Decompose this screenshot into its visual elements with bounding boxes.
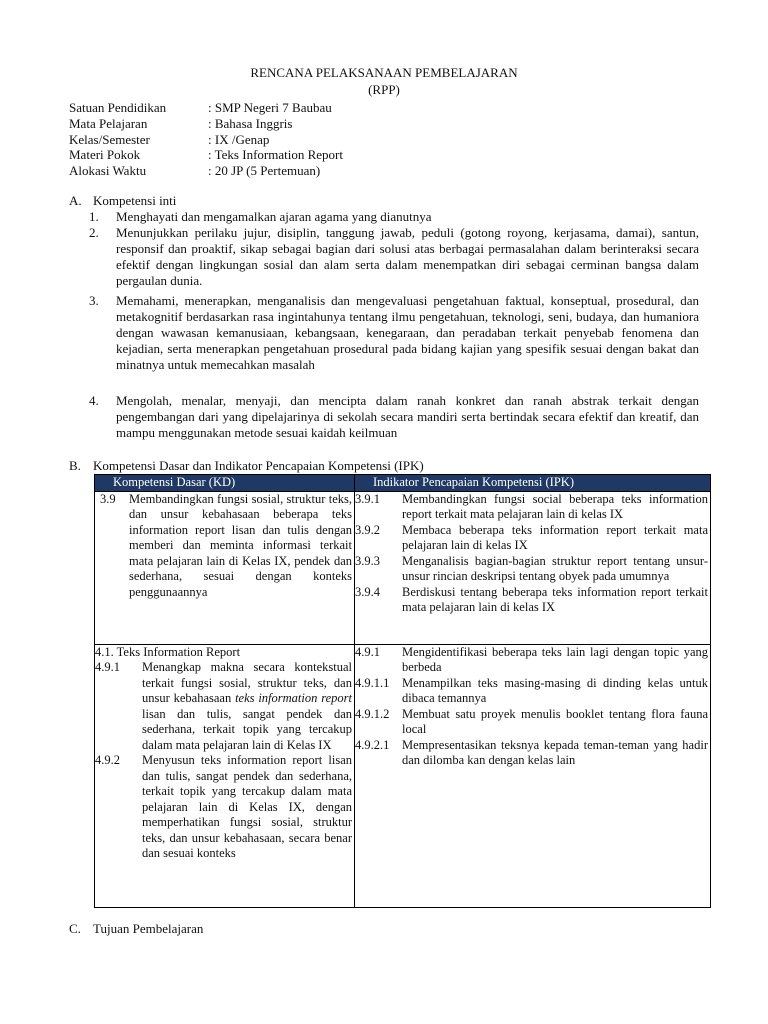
ipk-code: 3.9.1 — [355, 491, 380, 506]
document-subtitle: (RPP) — [368, 82, 400, 97]
list-item — [89, 393, 699, 441]
ipk-item — [355, 645, 708, 676]
ipk-text: Menampilkan teks masing-masing di dinding kelas untuk dibaca temannya — [402, 675, 708, 705]
ipk-item — [355, 738, 708, 769]
identity-row — [69, 163, 320, 178]
table-cell-ipk — [355, 491, 711, 644]
list-number: 4. — [89, 393, 99, 408]
list-item — [89, 293, 699, 373]
table-row — [95, 491, 711, 644]
list-number: 1. — [89, 209, 99, 224]
ipk-item — [355, 676, 708, 707]
ipk-text: Membaca beberapa teks information report terkait mata pelajaran lain di kelas IX — [402, 522, 708, 552]
section-letter: B. — [69, 458, 81, 473]
kd-item — [95, 660, 352, 753]
ipk-code: 4.9.1.2 — [355, 706, 390, 721]
kd-subheading: 4.1. Teks Information Report — [95, 644, 241, 659]
ipk-text: Membuat satu proyek menulis booklet tentang flora fauna local — [402, 706, 708, 736]
list-text: Menunjukkan perilaku jujur, disiplin, tanggung jawab, peduli (gotong royong, kerjasama, damai), santun, responsif dan proaktif, sikap sebagai bagian dari solusi atas berbagai permasalahan dalam berinteraksi secara efektif dengan lingkungan sosial dan alam serta dalam menempatkan diri sebagai cerminan bangsa dalam pergaulan dunia. — [116, 225, 699, 288]
table-row — [95, 644, 711, 907]
identity-label: Mata Pelajaran — [69, 116, 148, 131]
kd-text — [142, 660, 352, 753]
ipk-text: Mengidentifikasi beberapa teks lain lagi dengan topic yang berbeda — [402, 644, 708, 674]
list-text: Menghayati dan mengamalkan ajaran agama yang dianutnya — [116, 209, 432, 224]
ipk-item — [355, 554, 708, 585]
ipk-code: 3.9.3 — [355, 553, 380, 568]
ipk-code: 3.9.4 — [355, 584, 380, 599]
list-item — [89, 209, 699, 225]
ipk-text: Berdiskusi tentang beberapa teks information report terkait mata pelajaran lain di kelas IX — [402, 584, 708, 614]
list-item — [89, 225, 699, 289]
list-text: Mengolah, menalar, menyaji, dan mencipta dalam ranah konkret dan ranah abstrak terkait dengan pengembangan dari yang dipelajarinya di sekolah secara mandiri serta bertindak secara efektif dan kreatif, dan mampu menggunakan metode sesuai kaidah keilmuan — [116, 393, 699, 440]
section-b-heading — [69, 458, 424, 474]
kd-code: 3.9 — [100, 491, 116, 506]
kd-ipk-table — [94, 474, 711, 908]
identity-value: : 20 JP (5 Pertemuan) — [208, 163, 321, 178]
kd-item — [95, 492, 352, 601]
kd-text: Menyusun teks information report lisan dan tulis, sangat pendek dan sederhana, terkait topik yang tercakup dalam mata pelajaran lain di Kelas IX, dengan memperhatikan fungsi sosial, struktur teks, dan unsur kebahasaan, secara benar dan sesuai konteks — [142, 753, 352, 860]
identity-value: : Teks Information Report — [208, 147, 343, 162]
ipk-code: 4.9.2.1 — [355, 737, 390, 752]
kd-text-part: Menangkap makna secara kontekstual terkait fungsi sosial, struktur teks, dan unsur kebahasaan — [142, 660, 352, 705]
kd-code: 4.9.1 — [95, 660, 120, 674]
ipk-text: Membandingkan fungsi social beberapa teks information report terkait mata pelajaran lain di kelas IX — [402, 491, 708, 521]
identity-value: : SMP Negeri 7 Baubau — [208, 100, 332, 115]
kd-text-italic: teks information report — [235, 691, 352, 705]
ipk-code: 4.9.1 — [355, 644, 380, 659]
identity-row — [69, 147, 343, 162]
section-title: Kompetensi inti — [93, 193, 177, 208]
ipk-text: Menganalisis bagian-bagian struktur report tentang unsur-unsur rincian deskripsi tentang obyek pada umumnya — [402, 553, 708, 583]
identity-label: Materi Pokok — [69, 147, 141, 162]
kd-code: 4.9.2 — [95, 753, 120, 767]
kd-text: Membandingkan fungsi sosial, struktur teks, dan unsur kebahasaan beberapa teks information report lisan dan tulis dengan memberi dan meminta informasi terkait mata pelajaran lain di Kelas IX, pendek dan sederhana, sesuai dengan konteks penggunaannya — [129, 491, 352, 599]
identity-label: Alokasi Waktu — [69, 163, 147, 178]
section-title: Tujuan Pembelajaran — [93, 921, 204, 936]
list-number: 2. — [89, 225, 99, 240]
kd-text-part: lisan dan tulis, sangat pendek dan sederhana, terkait topik yang tercakup dalam mata pelajaran lain di Kelas IX — [142, 706, 352, 752]
section-letter: C. — [69, 921, 81, 936]
list-text: Memahami, menerapkan, menganalisis dan mengevaluasi pengetahuan faktual, konseptual, prosedural, dan metakognitif berdasarkan rasa ingintahunya tentang ilmu pengetahuan, teknologi, seni, budaya, dan humaniora dengan wawasan kemanusiaan, kebangsaan, kenegaraan, dan peradaban terkait penyebab fenomena dan kejadian, serta menerapkan pengetahuan prosedural pada bidang kajian yang spesifik sesuai dengan bakat dan minatnya untuk memecahkan masalah — [116, 293, 699, 372]
identity-value: : Bahasa Inggris — [208, 116, 293, 131]
table-header-kd: Kompetensi Dasar (KD) — [95, 475, 355, 492]
section-letter: A. — [69, 193, 82, 208]
identity-row — [69, 100, 332, 115]
ipk-code: 4.9.1.1 — [355, 675, 390, 690]
list-number: 3. — [89, 293, 99, 308]
ipk-text: Mempresentasikan teksnya kepada teman-teman yang hadir dan dilomba kan dengan kelas lain — [402, 737, 708, 767]
ipk-code: 3.9.2 — [355, 522, 380, 537]
table-header-ipk: Indikator Pencapaian Kompetensi (IPK) — [355, 475, 711, 492]
table-cell-kd — [95, 644, 355, 907]
identity-row — [69, 132, 269, 147]
section-title: Kompetensi Dasar dan Indikator Pencapaian Kompetensi (IPK) — [93, 458, 424, 473]
section-a-heading — [69, 193, 176, 209]
ipk-item — [355, 707, 708, 738]
section-c-heading — [69, 921, 203, 937]
table-cell-kd — [95, 491, 355, 644]
ipk-item — [355, 585, 708, 616]
identity-value: : IX /Genap — [208, 132, 270, 147]
ipk-item — [355, 523, 708, 554]
identity-row — [69, 116, 292, 131]
ipk-item — [355, 492, 708, 523]
identity-label: Satuan Pendidikan — [69, 100, 167, 115]
table-cell-ipk — [355, 644, 711, 907]
identity-label: Kelas/Semester — [69, 132, 150, 147]
kd-item — [95, 753, 352, 862]
document-title: RENCANA PELAKSANAAN PEMBELAJARAN — [250, 65, 518, 80]
